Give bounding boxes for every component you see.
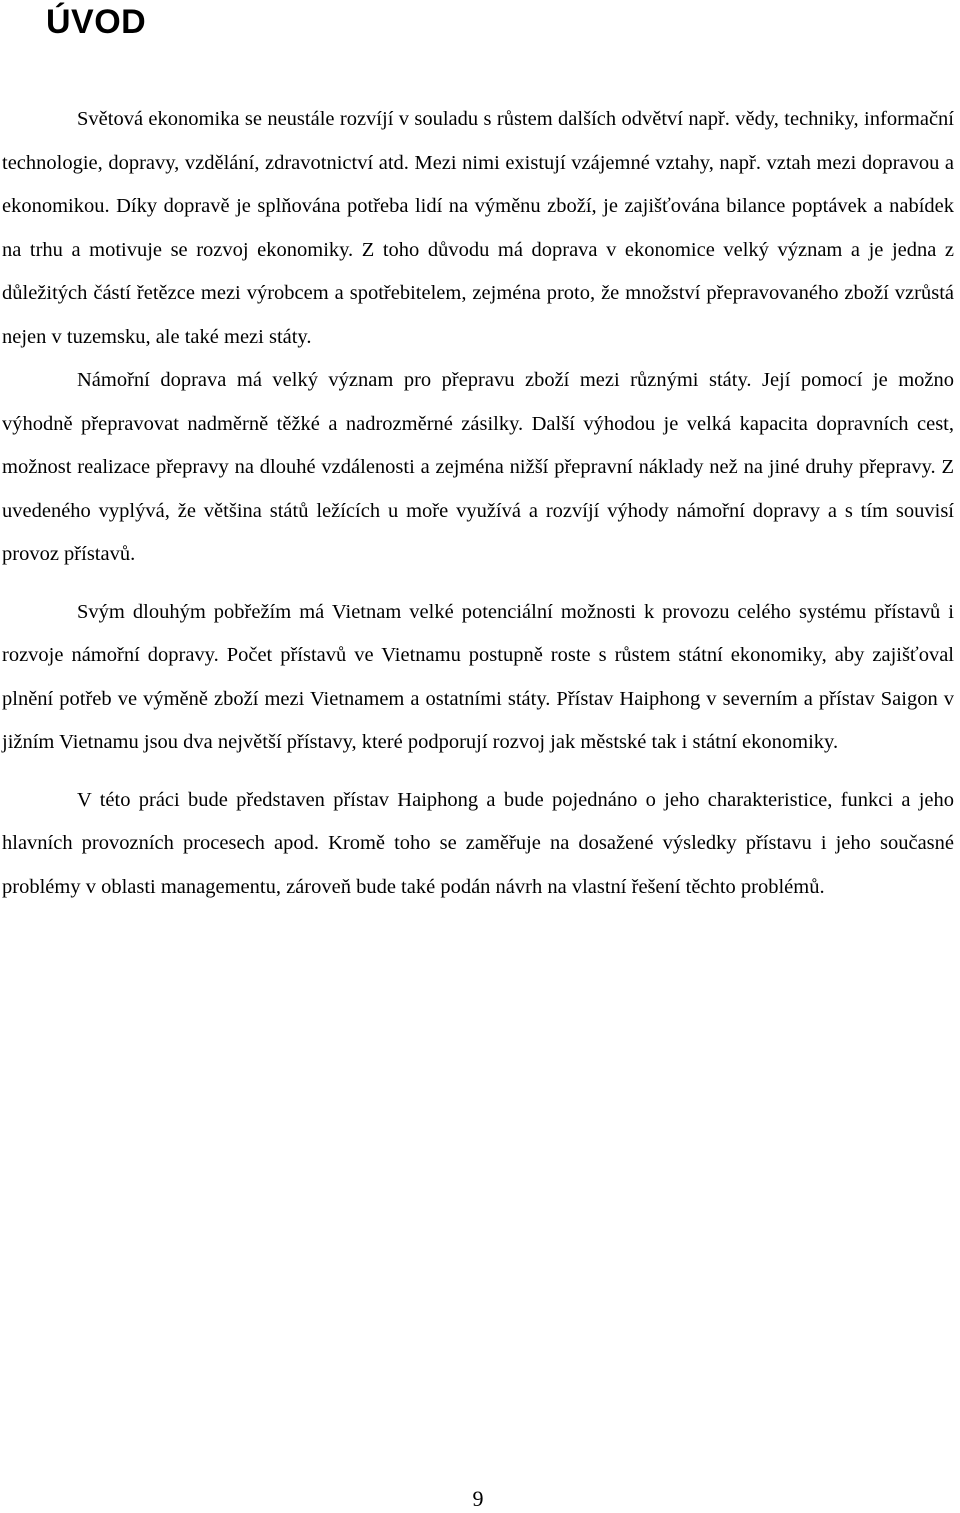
paragraph-4: V této práci bude představen přístav Haiphong a bude pojednáno o jeho charakteristice, funkci a jeho hlavních provozních procesech apod. Kromě toho se zaměřuje na dosažené výsledky přístavu i jeho současné problémy v oblasti managementu, zároveň bude také podán návrh na vlastní řešení těchto problémů.	[2, 788, 954, 898]
paragraph-2: Námořní doprava má velký význam pro přepravu zboží mezi různými státy. Její pomocí je možno výhodně přepravovat nadměrně těžké a nadrozměrné zásilky. Další výhodou je velká kapacita dopravních cest, možnost realizace přepravy na dlouhé vzdálenosti a zejména nižší přepravní náklady než na jiné druhy přepravy. Z uvedeného vyplývá, že většina států ležících u moře využívá a rozvíjí výhody námořní dopravy a s tím souvisí provoz přístavů.	[2, 369, 954, 565]
paragraph-3: Svým dlouhým pobřežím má Vietnam velké potenciální možnosti k provozu celého systému přístavů i rozvoje námořní dopravy. Počet přístavů ve Vietnamu postupně roste s růstem státní ekonomiky, aby zajišťoval plnění potřeb ve výměně zboží mezi Vietnamem a ostatními státy. Přístav Haiphong v severním a přístav Saigon v jižním Vietnamu jsou dva největší přístavy, které podporují rozvoj jak městské tak i státní ekonomiky.	[2, 600, 954, 753]
body-text	[2, 98, 954, 909]
chapter-heading: ÚVOD	[46, 3, 147, 41]
page-number: 9	[472, 1486, 484, 1511]
paragraph-1: Světová ekonomika se neustále rozvíjí v souladu s růstem dalších odvětví např. vědy, techniky, informační technologie, dopravy, vzdělání, zdravotnictví atd. Mezi nimi existují vzájemné vztahy, např. vztah mezi dopravou a ekonomikou. Díky dopravě je splňována potřeba lidí na výměnu zboží, je zajišťována bilance poptávek a nabídek na trhu a motivuje se rozvoj ekonomiky. Z toho důvodu má doprava v ekonomice velký význam a je jedna z důležitých částí řetězce mezi výrobcem a spotřebitelem, zejména proto, že množství přepravovaného zboží vzrůstá nejen v tuzemsku, ale také mezi státy.	[2, 108, 954, 348]
